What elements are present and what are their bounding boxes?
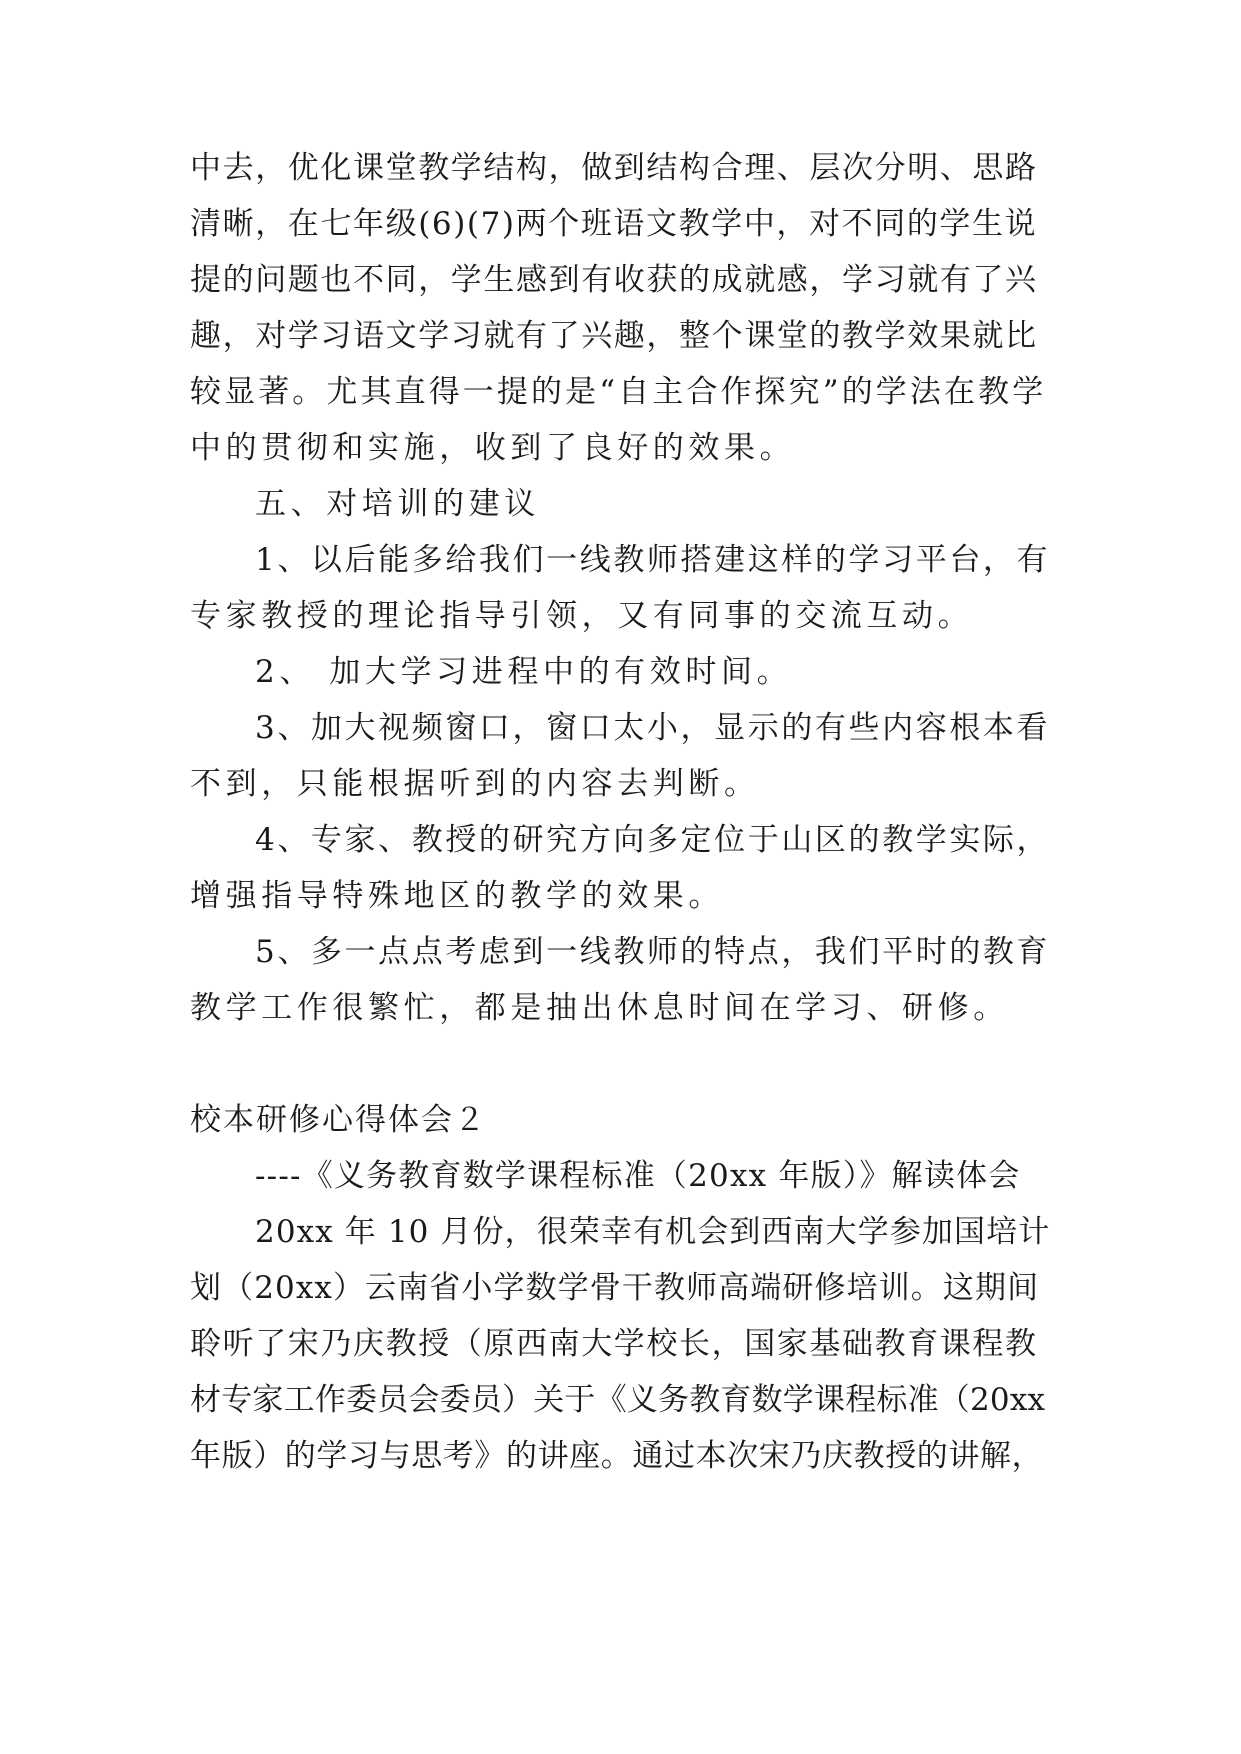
text-line: 较显著。尤其直得一提的是“自主合作探究”的学法在教学	[190, 374, 1047, 410]
article-subtitle: ----《义务教育数学课程标准（20xx 年版）》解读体会	[255, 1158, 1021, 1194]
text-line: 中去，优化课堂教学结构，做到结构合理、层次分明、思路	[190, 150, 1038, 186]
section-heading: 五、对培训的建议	[255, 486, 540, 522]
text-line: 中的贯彻和实施，收到了良好的效果。	[190, 430, 796, 466]
list-item-line: 3、加大视频窗口，窗口太小，显示的有些内容根本看	[255, 710, 1051, 746]
text-line: 聆听了宋乃庆教授（原西南大学校长，国家基础教育课程教	[190, 1326, 1038, 1362]
text-line: 年版）的学习与思考》的讲座。通过本次宋乃庆教授的讲解，	[190, 1438, 1044, 1474]
text-line: 20xx 年 10 月份，很荣幸有机会到西南大学参加国培计	[255, 1214, 1051, 1250]
article-title: 校本研修心得体会２	[190, 1102, 487, 1138]
text-line: 趣，对学习语文学习就有了兴趣，整个课堂的教学效果就比	[190, 318, 1038, 354]
list-item-line: 增强指导特殊地区的教学的效果。	[190, 878, 724, 914]
list-item-line: 教学工作很繁忙，都是抽出休息时间在学习、研修。	[190, 990, 1009, 1026]
text-line: 划（20xx）云南省小学数学骨干教师高端研修培训。这期间	[190, 1270, 1040, 1306]
list-item-line: 4、专家、教授的研究方向多定位于山区的教学实际，	[255, 822, 1051, 858]
list-item-line: 不到，只能根据听到的内容去判断。	[190, 766, 760, 802]
list-item-line: 专家教授的理论指导引领，又有同事的交流互动。	[190, 598, 974, 634]
list-item-line: 5、多一点点考虑到一线教师的特点，我们平时的教育	[255, 934, 1051, 970]
list-item-line: 2、 加大学习进程中的有效时间。	[255, 654, 793, 690]
text-line: 提的问题也不同，学生感到有收获的成就感，学习就有了兴	[190, 262, 1038, 298]
text-line: 材专家工作委员会委员）关于《义务教育数学课程标准（20xx	[190, 1382, 1046, 1418]
text-line: 清晰，在七年级(6)(7)两个班语文教学中，对不同的学生说	[190, 206, 1038, 242]
list-item-line: 1、以后能多给我们一线教师搭建这样的学习平台，有	[255, 542, 1051, 578]
